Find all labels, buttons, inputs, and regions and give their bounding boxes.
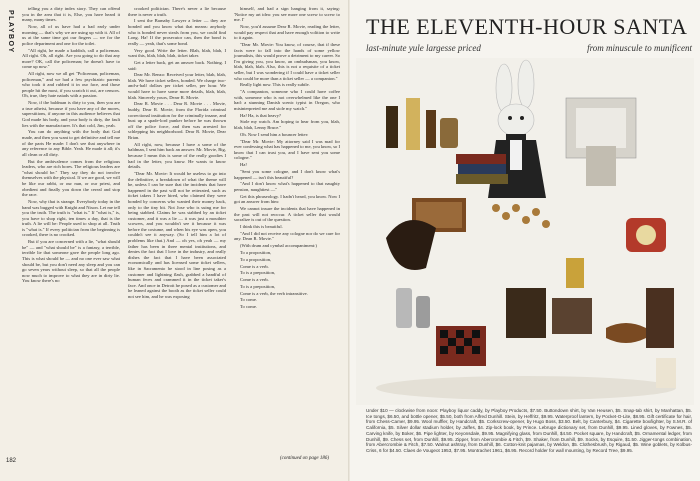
paragraph: But the ambivalence comes from the religious leaders, who are rich bores. The religious leaders are "what should be." They say they do not involve themselves with the physical. If we are good, we will be like our rabbi, or our nun, or our priest, and obedient and finally you down the cereal and stop the race. <box>22 158 120 198</box>
paragraph: Now, why that is strange. Everybody today in the band was bugged with Knight and Nixon. Let me tell you the truth. The truth is "what is." If "what is," is, you have to shop right, ten times a day, that is the truth. A lie will be: People used to shop at all. Truth is "what is." If every politician from the beginning is crooked, there is no crooked. <box>22 198 120 238</box>
paragraph: Dear R. Movie . . . Dear R. Movie . . . Movie, buddy, Dear R. Movie, from the Florida criminal correctional institution for the criminally insane, and bust up a spade-lord punker before he was thrown off the police force, and then was arrested for schlepping his neighborhood. Dear R. Movie, Dear Brian. <box>128 101 226 140</box>
paragraph: But if you are concerned with a lie, "what should be" — and "what should be" is a fantasy, a terrible, terrible lie that someone gave the people long ago. This is what should be — and no one ever saw what should be, but you don't need any sleep and you can go seven years without sleep, so that all the people now much to improve to what they are in dirty lie. You know there's no <box>22 239 120 284</box>
paragraph: Ha! <box>240 162 247 168</box>
running-head: PLAYBOY <box>7 10 14 54</box>
paragraph: Get a letter back, get an answer back. Nothing. I said: <box>128 59 226 71</box>
paragraph: "Dear Mr. Movie: It would be useless to go into the definitive, a breakdown of what the theme will be, unless I can be sure that the incidents that have happened in the past will not be reiterated, such as ticket takers I have hired, who claimed they were bonded by concerns who wanted their money back, only to the tiny bit. Not Jose who is suing me for being stabbed. Claims he was stabbed by an ticket customer, and it was a lie — it was just a mouthier scowers, and you wouldn't see it because it was before the costume, and when his eye was open, you couldn't see it anyway. (So I tell him a lot of problems like that.) And — oh yes, oh yeah — my father has been in three mental institutions, and denies the fact that I love in the industry, and really dishes the fact that I have been associated economically and has licensed some ticket sellers, like in Sacramento he stood in line posing as a customer and lightning flash, grabbed a handful of human feces and crammed it in the ticket taker's face. And once in Detroit he posed as a customer and he leaned against the booth as the ticket seller could not see him, and he was exposing <box>128 170 226 299</box>
article-column-3 <box>234 6 340 311</box>
paragraph: "Sent you some cologne, and I don't know what's happened — isn't this beautiful? <box>234 168 340 180</box>
paragraph: Now, you'd assume Dear R. Movie, reading the letter, would pay respect that and have enough volition to write to it again. <box>234 23 340 41</box>
paragraph: Oh. Now I send him a bouncer letter: <box>240 131 309 137</box>
verse-line: Come is a verb. <box>240 263 269 269</box>
feature-title: THE ELEVENTH-HOUR SANTA <box>366 14 688 39</box>
verse-line: To a proposition, <box>240 256 272 262</box>
paragraph: I sent the Barnaby Lawyer a letter — they are bonded and you know what that means: anybody who is bonded never steals from you, we could find Long. Ha! If the prosecutor can, then the bond is really — yeah, that's some bond. <box>128 18 226 46</box>
paragraph: You can do anything with the body that God made, and then you want to get definitive and tell me of the parts He made: I don't see that anywhere in any reference to any Bible. Yeah. He made it all; it's all clean or all dirty. <box>22 129 120 157</box>
gift-photo <box>356 58 694 405</box>
paragraph: "A companion, someone who I could have coffee with, someone who is not overwhelmed like the one I had: a stunning Danish scenic typist in Oregon, who misinterpreted me and stole my watch." <box>234 89 340 111</box>
subtitle-left: last-minute yule largesse priced <box>366 43 481 53</box>
verse-line: Come is a verb, the verb intransitive. <box>240 290 308 296</box>
verse-line: To is a preposition, <box>240 283 276 289</box>
continued-note: (continued on page 186) <box>280 456 330 461</box>
paragraph: crooked politician. There's never a lie because there is never a truth. <box>128 6 226 17</box>
verse-line: To a proposition, <box>240 249 272 255</box>
verse-line: To is a preposition, <box>240 270 276 276</box>
verse-line: To come. <box>240 304 258 310</box>
paragraph: Dear Mr. Renzo: Received your letter, blah, blah, blah. We have ticket sellers, bonded. We charge two-and-a-half dollars per ticket seller, per hour. We would have to have some more details, blah, blah, blah. Sincerely yours, Dearr R. Movie. <box>128 72 226 100</box>
verse-line: To come. <box>240 297 258 303</box>
paragraph: Now, if the baldman is dirty to you, then you are a true atheist, because if you have any of the mores, superstitions, if anyone in this audience believes that God made his body, and your body is dirty, the fault lies with the manufacturer. It's that cold, Jim, yeah. <box>22 100 120 128</box>
paragraph: Ha! Ha, is that heavy? <box>240 112 281 118</box>
feature-subtitle <box>366 43 692 53</box>
paragraph: Now, all of us have had a bad early under morning — that's why we are using up with it. All of us at the same time got our fingers — we for the police department and one for the toilet. <box>22 23 120 46</box>
paragraph: himself, and had a sign hanging from it, saying: 'Notice my art idea: you see more one screw to screw to me. I' <box>234 6 340 23</box>
subtitle-right: from minuscule to munificent <box>587 43 692 53</box>
paragraph: We cannot insure the incidents that have happened in the past will not reoccur. A ticket seller that would sacralize is out of the question. <box>234 206 340 223</box>
paragraph: All right, now, because I have a some of the baldman, I sent him back an answer. Mr. Movie, Big, because I mean this is some of the really goodies I had in the letter, you know. He wants to know details. <box>128 141 226 170</box>
paragraph: (With drum and cymbal accompaniment:) <box>240 243 317 249</box>
paragraph: Stole my watch. Am hoping to hear from you, blah, blah, blah, Lenny Bruce." <box>234 119 340 130</box>
paragraph: "All right, he made a kaddish, call a policeman. All right. Oh, all right. Are you going to do that any more? OK, call the policeman; he doesn't have to come up now." <box>22 47 120 70</box>
paragraph: All right, now we all get "Policeman, policeman, policeman," and we had a few psychiatric parents who took it and rubbed it in our face, and those people hit the most, if you scratch it out, are censors. Oh, true, they hate naiads with a passion. <box>22 71 120 99</box>
article-column-1 <box>22 6 120 285</box>
photo-caption: Under $10 — clockwise from noon: Playboy liquor caddy, by Playboy Products, $7.50. Buttondown shirt, by Van Heusen, $5. Snap-tab shirt, by Manhattan, $5. Ice tongs, $6.50, and bottle opener, $5.50, both from Alfred Dunhill. Stein, by Heffritz, $9.95. Waterproof lantern, by Pocket-O-Lite, $8.95. Gift certificate for hair, from Chess-Camer, $9.95. Wool muffler, by Handcraft, $5. Corkscrew-opener, by Hugo Boss, $3.50. Belt, by Canterbury, $4. Cigarette box/lighter, by S.M.R. of California, $5. Silver dollar stadium holder, by Jaffes, $4. Zip-lock book, by Prince. Lebruge dictionary set, from Dunhill, $9.95. Lined gloves, by Fownes, $5. Carving knife, by Boker, $6. Pipe lighter, by Keyonsdale, $9.95. Magnifying glass, from Dunhill, $4.50. Pocket square, by Handcraft, $5. Ornamental ledger, from Dunhill, $9. Chess set, from Dunhill, $9.95. Zipper, from Abercrombie & Fitch, $9. Shaker, from Dunhill, $9. Socks, by Esquire, $1.50. Jigger-tongs combination, from Abercrombie & Fitch, $7.50. Walnut ashtray, from Dunhill, $6. Cotton-knit pajamas, by Weldon, $5. Clothesbrush, by Rigaud, $5. Wine goblets, by Kolbus-Criss, 6 for $4.50. Claes de Vougeot 1953, $7.95. Montrachet 1961, $6.95. Record holder for wall mounting, by Record Tree, $9.95. <box>366 408 692 453</box>
paragraph: "And I did not receive any cologne nor do we care for any. Dean R. Movie." <box>234 230 340 242</box>
paragraph: "And I don't know what's happened to that naughty pension, naughtiest —" <box>234 181 340 192</box>
paragraph: telling you a dirty index story. They can offend you in the area that it is, Else, you have heard it many, many times. <box>22 6 120 23</box>
paragraph: Get this phraseology. I hadn't heard, you know. Now I got an answer from him: <box>234 193 340 205</box>
paragraph: "Dear Mr. Movie: You know, of course, that if these facts were to fall into the hands of some yellow journalists, this would prove a detriment to my career. So I'm giving you, you know, an ombudsman, you know, blah, blah, blah. Also, this is not a requisite of a ticket seller, but I was wondering if I could have a ticket seller who could be more than a ticket seller — a companion." <box>234 41 340 81</box>
paragraph: "Dear Mr. Movie: My attorney said I was mad for ever confessing what has happened to me, you know, so I know that I can trust you, and I have sent you some cologne." <box>234 138 340 161</box>
paragraph: I think this is beautiful. <box>240 224 283 229</box>
article-column-2 <box>128 6 226 301</box>
page-number: 182 <box>6 458 17 464</box>
verse-line: Come is a verb. <box>240 277 269 283</box>
paragraph: Very good. Write the letter. Blah, blah, blah, I want this, blah, blah, blah, ticket taker. <box>128 47 226 59</box>
paragraph: Really light now. This is really subtle. <box>240 82 310 88</box>
